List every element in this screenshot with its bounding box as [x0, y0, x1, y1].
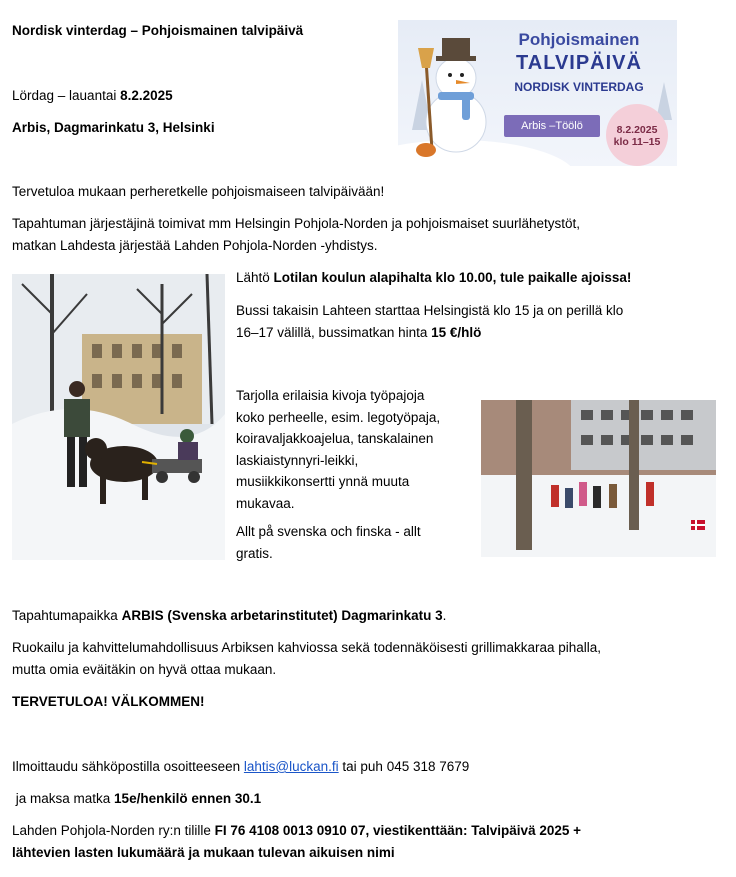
bus-line1: Bussi takaisin Lahteen starttaa Helsingistä klo 15 ja on perillä klo [236, 303, 624, 318]
dog-sled-illustration [12, 274, 225, 560]
greeting-text: TERVETULOA! VÄLKOMMEN! [12, 694, 205, 709]
location-text: Tapahtumapaikka ARBIS (Svenska arbetarinstitutet) Dagmarinkatu 3. [12, 608, 447, 623]
email-link[interactable]: lahtis@luckan.fi [243, 759, 339, 774]
banner-ribbon: Arbis –Töölö [504, 115, 600, 137]
workshops-text [236, 385, 440, 514]
workshops-line: Tarjolla erilaisia kivoja työpajoja [236, 388, 425, 403]
organizers-line2: matkan Lahdesta järjestää Lahden Pohjola-Norden -yhdistys. [12, 238, 378, 253]
languages-text [236, 521, 421, 564]
banner-title-line2: TALVIPÄIVÄ [516, 52, 642, 74]
event-banner [398, 20, 677, 166]
park-children-photo [481, 400, 716, 557]
event-venue: Arbis, Dagmarinkatu 3, Helsinki [12, 120, 215, 135]
bank-line1: Lahden Pohjola-Norden ry:n tilille FI 76 4108 0013 0910 07, viestikenttään: Talvipäivä 2025 + [12, 823, 581, 838]
workshops-line: koko perheelle, esim. legotyöpaja, [236, 409, 441, 425]
payment-text: ja maksa matka 15e/henkilö ennen 30.1 [12, 791, 262, 806]
badge-time: klo 11–15 [613, 136, 661, 148]
bus-line2: 16–17 välillä, bussimatkan hinta 15 €/hlö [236, 325, 482, 340]
welcome-text: Tervetuloa mukaan perheretkelle pohjoismaiseen talvipäivään! [12, 184, 385, 199]
banner-title-line1: Pohjoismainen [518, 30, 640, 49]
bank-line2: lähtevien lasten lukumäärä ja mukaan tulevan aikuisen nimi [12, 845, 395, 860]
workshops-line: mukavaa. [236, 495, 295, 511]
languages-line: Allt på svenska och finska - allt [236, 524, 421, 539]
workshops-line: koiravaljakkoajelua, tanskalainen [236, 431, 434, 446]
banner-date-badge [606, 104, 668, 166]
banner-title-line3: NORDISK VINTERDAG [514, 80, 644, 94]
event-date: Lördag – lauantai 8.2.2025 [12, 88, 173, 103]
signup-text: Ilmoittaudu sähköpostilla osoitteeseen lahtis@luckan.fi tai puh 045 318 7679 [12, 759, 470, 774]
languages-line: gratis. [236, 545, 273, 561]
departure-text: Lähtö Lotilan koulun alapihalta klo 10.00, tule paikalle ajoissa! [236, 270, 632, 285]
organizers-line1: Tapahtuman järjestäjinä toimivat mm Helsingin Pohjola-Norden ja pohjoismaiset suurlähetystöt, [12, 216, 581, 231]
workshops-line: musiikkikonsertti ynnä muuta [236, 474, 410, 489]
food-line2: mutta omia eväitäkin on hyvä ottaa mukaan. [12, 662, 277, 677]
dog-sled-photo [12, 274, 225, 560]
food-line1: Ruokailu ja kahvittelumahdollisuus Arbiksen kahviossa sekä todennäköisesti grillimakkaraa pihalla, [12, 640, 602, 655]
workshops-line: laskiaistynnyri-leikki, [236, 452, 359, 468]
badge-date: 8.2.2025 [616, 124, 658, 136]
event-heading: Nordisk vinterdag – Pohjoismainen talvipäivä [12, 23, 304, 38]
park-children-illustration [481, 400, 716, 557]
